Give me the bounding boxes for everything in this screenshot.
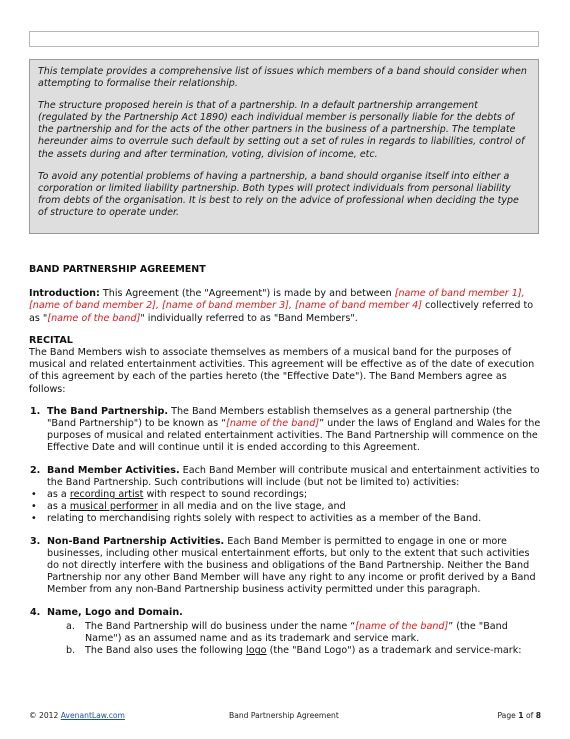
band-name-placeholder: [name of the band] bbox=[47, 312, 141, 324]
list-item-text: as a bbox=[47, 489, 70, 501]
recital-heading: RECITAL bbox=[29, 334, 73, 346]
footer-page-number bbox=[497, 711, 541, 720]
list-item bbox=[29, 501, 541, 513]
agreement-body bbox=[29, 264, 541, 657]
section-1-heading: The Band Partnership. bbox=[47, 405, 169, 417]
section-4b-letter: b. bbox=[66, 645, 76, 657]
section-4b-text-1: The Band also uses the following bbox=[85, 645, 247, 657]
total-pages: 8 bbox=[535, 711, 541, 720]
section-2-text: Each Band Member will contribute musical and entertainment activities to the Band Partnership. Such contributions will include (but not be limited to) activities: bbox=[47, 464, 540, 488]
section-2 bbox=[29, 465, 541, 489]
intro-label: Introduction: bbox=[29, 288, 100, 300]
intro-text-2: collectively referred to as " bbox=[29, 300, 534, 324]
header-text-box[interactable] bbox=[29, 31, 539, 47]
footer-document-title: Band Partnership Agreement bbox=[229, 711, 339, 720]
list-item-text: in all media and on the live stage, and bbox=[157, 501, 346, 513]
page-footer bbox=[29, 711, 541, 723]
section-4b-text-2: (the "Band Logo") as a trademark and service-mark: bbox=[266, 645, 522, 657]
list-item bbox=[29, 489, 541, 501]
list-item-text: relating to merchandising rights solely with respect to activities as a member of the Band. bbox=[47, 513, 482, 525]
section-4-number: 4. bbox=[30, 606, 41, 618]
section-4a-text-1: The Band Partnership will do business under the name “ bbox=[85, 620, 356, 632]
bullet-icon: • bbox=[31, 501, 37, 513]
current-page: 1 bbox=[518, 711, 524, 720]
activities-list bbox=[29, 489, 541, 526]
section-4-heading: Name, Logo and Domain. bbox=[47, 606, 183, 618]
notice-paragraph-3: To avoid any potential problems of having a partnership, a band should organise itself into either a corporation or limited liability partnership. Both types will protect individuals from personal liability from debts of the organisation. It is best to rely on the advice of professional when deciding the type of structure to operate under. bbox=[38, 170, 519, 218]
template-notice-box bbox=[29, 59, 539, 234]
notice-paragraph-2: The structure proposed herein is that of a partnership. In a default partnership arrangement (regulated by the Partnership Act 1890) each individual member is personally liable for the debts of the partnership and for the acts of the other partners in the business of a partnership. The template hereunder aims to overrule such default by setting out a set of rules in regards to liabilities, control of the assets during and after termination, voting, division of income, etc. bbox=[38, 100, 525, 160]
intro-text-1: This Agreement (the "Agreement") is made by and between bbox=[99, 288, 395, 300]
section-4b bbox=[29, 645, 541, 657]
section-4a-text-2: ” (the "Band Name") as an assumed name and as its trademark and service mark. bbox=[85, 620, 508, 645]
section-3 bbox=[29, 536, 541, 597]
section-4a-letter: a. bbox=[66, 620, 75, 632]
introduction bbox=[29, 288, 541, 325]
section-1-number: 1. bbox=[30, 405, 41, 417]
recording-artist-link[interactable]: recording artist bbox=[69, 489, 144, 501]
recital-section bbox=[29, 335, 541, 396]
copyright-text: © 2012 bbox=[29, 711, 61, 720]
avenantlaw-link[interactable]: AvenantLaw.com bbox=[60, 711, 125, 720]
agreement-title: BAND PARTNERSHIP AGREEMENT bbox=[29, 264, 206, 275]
list-item bbox=[29, 513, 541, 525]
page-label: Page bbox=[497, 711, 519, 720]
band-members-placeholder: [name of band member 1], [name of band member 2], [name of band member 3], [name of band member 4] bbox=[29, 288, 525, 312]
logo-link[interactable]: logo bbox=[246, 645, 267, 657]
section-2-number: 2. bbox=[30, 464, 41, 476]
section-4a bbox=[29, 621, 541, 645]
section-3-text: Each Band Member is permitted to engage in one or more businesses, including other musical entertainment efforts, but only to the extent that such activities do not directly interfere with the business and obligations of the Band Partnership. Neither the Band Partnership nor any other Band Member will have any right to any income or profit derived by a Band Member from any non-Band Partnership business activity permitted under this paragraph. bbox=[47, 535, 536, 596]
recital-text: The Band Members wish to associate themselves as members of a musical band for the purposes of musical and related entertainment activities. This agreement will be effective as of the date of execution of this agreement by each of the parties hereto (the "Effective Date"). The Band Members agree as follows: bbox=[29, 347, 535, 395]
section-3-number: 3. bbox=[30, 535, 41, 547]
section-3-heading: Non-Band Partnership Activities. bbox=[47, 535, 225, 547]
bullet-icon: • bbox=[31, 513, 37, 525]
section-1-text-2: ” under the laws of England and Wales for the purposes of musical and related entertainment activities. The Band Partnership will commence on the Effective Date and will continue until it is ended according to this Agreement. bbox=[47, 418, 541, 454]
page-of-label: of bbox=[523, 711, 536, 720]
section-1-text-1: The Band Members establish themselves as a general partnership (the "Band Partnership") to be known as “ bbox=[47, 405, 512, 430]
section-4 bbox=[29, 607, 541, 619]
section-1-band-placeholder: [name of the band] bbox=[226, 418, 320, 430]
footer-copyright bbox=[29, 711, 125, 720]
intro-text-3: " individually referred to as "Band Members". bbox=[140, 312, 358, 324]
section-2-heading: Band Member Activities. bbox=[47, 464, 180, 476]
bullet-icon: • bbox=[31, 489, 37, 501]
section-1 bbox=[29, 406, 541, 455]
musical-performer-link[interactable]: musical performer bbox=[69, 501, 158, 513]
section-4a-band-placeholder: [name of the band] bbox=[355, 620, 449, 632]
list-item-text: as a bbox=[47, 501, 70, 513]
notice-paragraph-1: This template provides a comprehensive list of issues which members of a band should consider when attempting to formalise their relationship. bbox=[38, 66, 527, 90]
list-item-text: with respect to sound recordings; bbox=[143, 489, 308, 501]
